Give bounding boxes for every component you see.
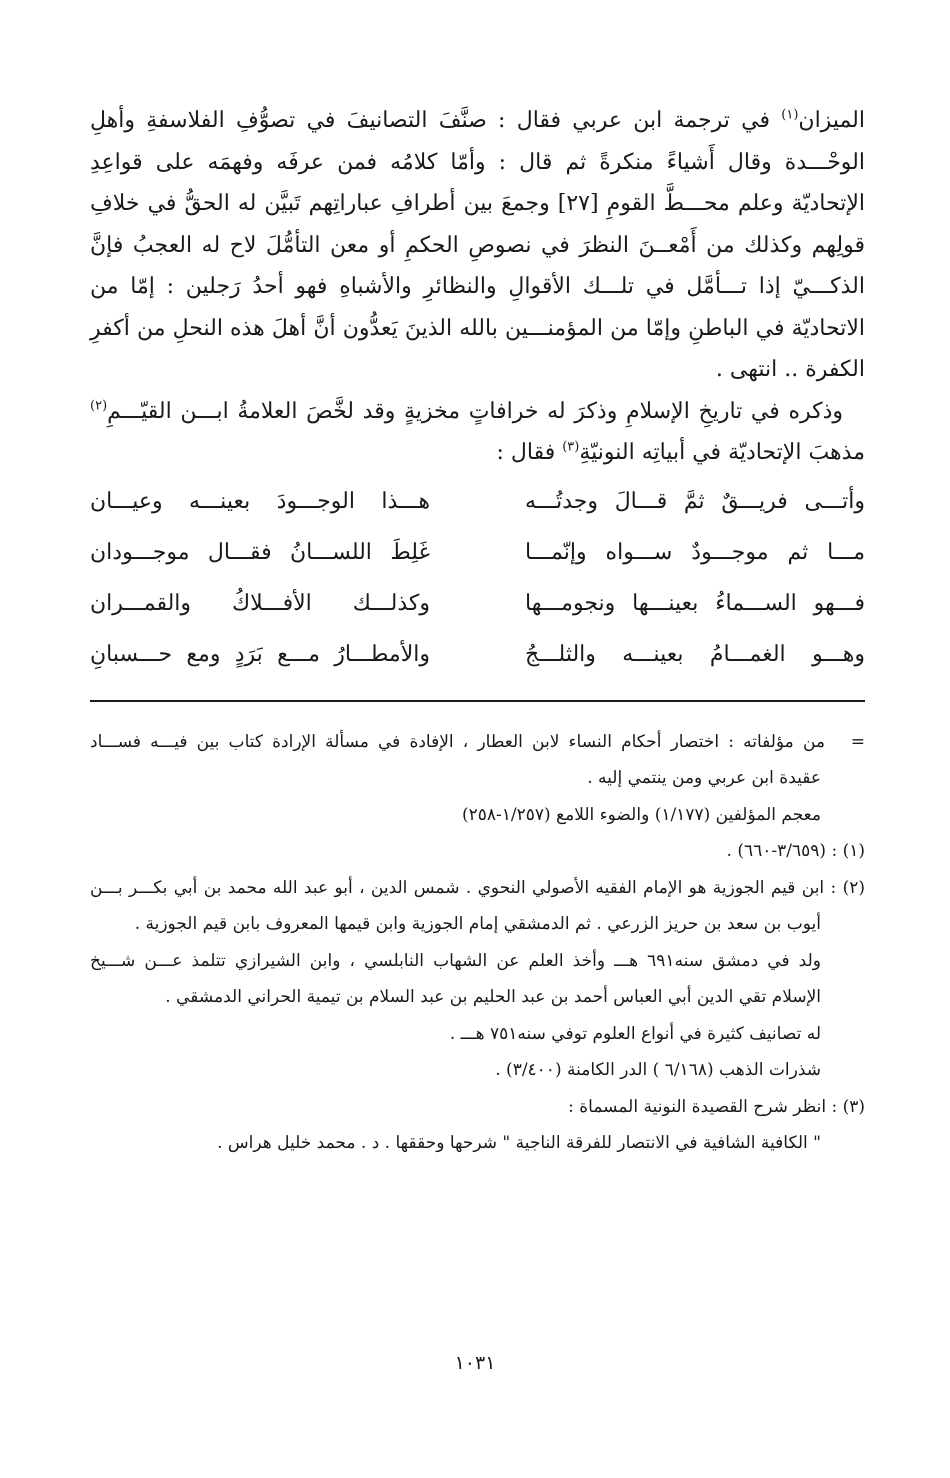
footnote-continuation-line [90,724,865,761]
footnotes [90,724,865,1162]
poem-verse [90,527,865,578]
footnote-3-line: (٣) : انظر شرح القصيدة النونية المسماة : [568,1096,865,1117]
verse-first-hemistich: وأتـــى فريـــقٌ ثمَّ قـــالَ وجدتُـــه [525,488,865,514]
page-body [90,100,865,1162]
poem-verse [90,476,865,527]
poem [90,476,865,680]
footnote-continuation-line: معجم المؤلفين (١/١٧٧) والضوء اللامع (١/٢٥٧-٢٥٨) [461,804,821,825]
footnote-ref-3[interactable]: (٣) [562,439,580,455]
footnote-ref-1[interactable]: (١) [781,107,799,123]
verse-second-hemistich: وكذلـــك الأفـــلاكُ والقمـــران [90,590,430,616]
footnote-2-line: أيوب بن سعد بن حريز الزرعي . ثم الدمشقي إمام الجوزية وابن قيمها المعروف بابن قيم الجوزية . [134,914,821,934]
footnote-2-line: له تصانيف كثيرة في أنواع العلوم توفي سنه٧٥١ هـــ . [449,1023,821,1044]
paragraph-2-start: وذكره في تاريخِ الإسلامِ وذكرَ له خرافاتٍ مخزيةٍ وقد لخَّصَ العلامةُ ابـــن القيّـــمِ [107,398,843,424]
footnote-1: (١) : (٣/٦٥٩-٦٦٠) . [726,841,865,861]
verse-second-hemistich: هـــذا الوجـــودَ بعينـــه وعيـــان [90,488,430,514]
poem-verse [90,578,865,629]
page-number: ١٠٣١ [454,1352,496,1374]
paragraph-2-end: فقال : [496,440,563,465]
paragraph-1-rest: في ترجمة ابن عربي فقال : صنَّفَ التصانيفَ في تصوُّفِ الفلاسفةِ وأهلِ الوحْـــدة وقال أَشياءً منكرةً ثم قال : وأمّا كلامُه فمن عرفَه وفهمَه على قواعِدِ الإتحاديّة وعلم محـــطَّ القومِ [٢٧] وجمعَ بين أطرافِ عباراتِهم تَبيَّن له الحقُّ في خلافِ قولِهم وكذلك من أَمْعــنَ النظرَ في نصوصِ الحكمِ أو معن التأمُّلَ لاح له العجبُ فإنَّ الذكـــيّ إذا تـــأمَّل في تلـــك الأقوالِ والنظائرِ والأشباهِ فهو أحدُ رَجلين : إمّا من الاتحاديّة في الباطنِ وإمّا من المؤمنـــين بالله الذينَ يَعدُّون أنَّ أهلَ هذه النحلِ من أكفرِ الكفرة .. انتهى . [90,108,865,382]
footnote-2-line: (٢) : ابن قيم الجوزية هو الإمام الفقيه الأصولي النحوي . شمس الدين ، أبو عبد الله محمد بن أبي بكـــر بـــن [90,877,865,898]
paragraph-2 [90,391,865,474]
footnote-2-line: ولد في دمشق سنه٦٩١ هـــ وأخذ العلم عن الشهاب النابلسي ، وابن الشيرازي تتلمذ عـــن شـــيخ [90,950,821,971]
continuation-marker: = [850,731,865,752]
poem-verse [90,629,865,680]
verse-second-hemistich: غَلِطَ اللســـانُ فقـــال موجـــودان [90,539,430,565]
footnote-2-line: الإسلام تقي الدين أبي العباس أحمد بن عبد الحليم بن عبد السلام بن تيمية الحراني الدمشقي . [165,987,821,1007]
paragraph-1-start: الميزان [798,108,865,133]
verse-first-hemistich: وهـــو الغمـــامُ بعينـــه والثلـــجُ [525,641,865,667]
paragraph-2-mid: مذهبَ الإتحاديّة في أبياتِه النونيّةِ [579,440,865,465]
verse-first-hemistich: فـــهو الســـماءُ بعينـــها ونجومـــها [525,590,865,616]
footnote-continuation-line: عقيدة ابن عربي ومن ينتمي إليه . [587,768,821,788]
verse-second-hemistich: والأمطـــارُ مـــع بَرَدٍ ومع حـــسبانِ [90,641,430,667]
footnote-2-line: شذرات الذهب (٦/١٦٨ ) الدر الكامنة (٣/٤٠٠) . [495,1060,821,1080]
main-text [90,100,865,474]
footnote-continuation-text: من مؤلفاته : اختصار أحكام النساء لابن العطار ، الإفادة في مسألة الإرادة كتاب بين فيـــه فســـاد [90,731,825,752]
paragraph-1 [90,100,865,391]
footnote-3-line: " الكافية الشافية في الانتصار للفرقة الناجية " شرحها وحققها . د . محمد خليل هراس . [217,1133,821,1153]
footnote-ref-2[interactable]: (٢) [90,398,108,414]
footnote-divider [90,700,865,702]
verse-first-hemistich: مـــا ثم موجـــودٌ ســـواه وإنّمـــا [525,539,865,565]
